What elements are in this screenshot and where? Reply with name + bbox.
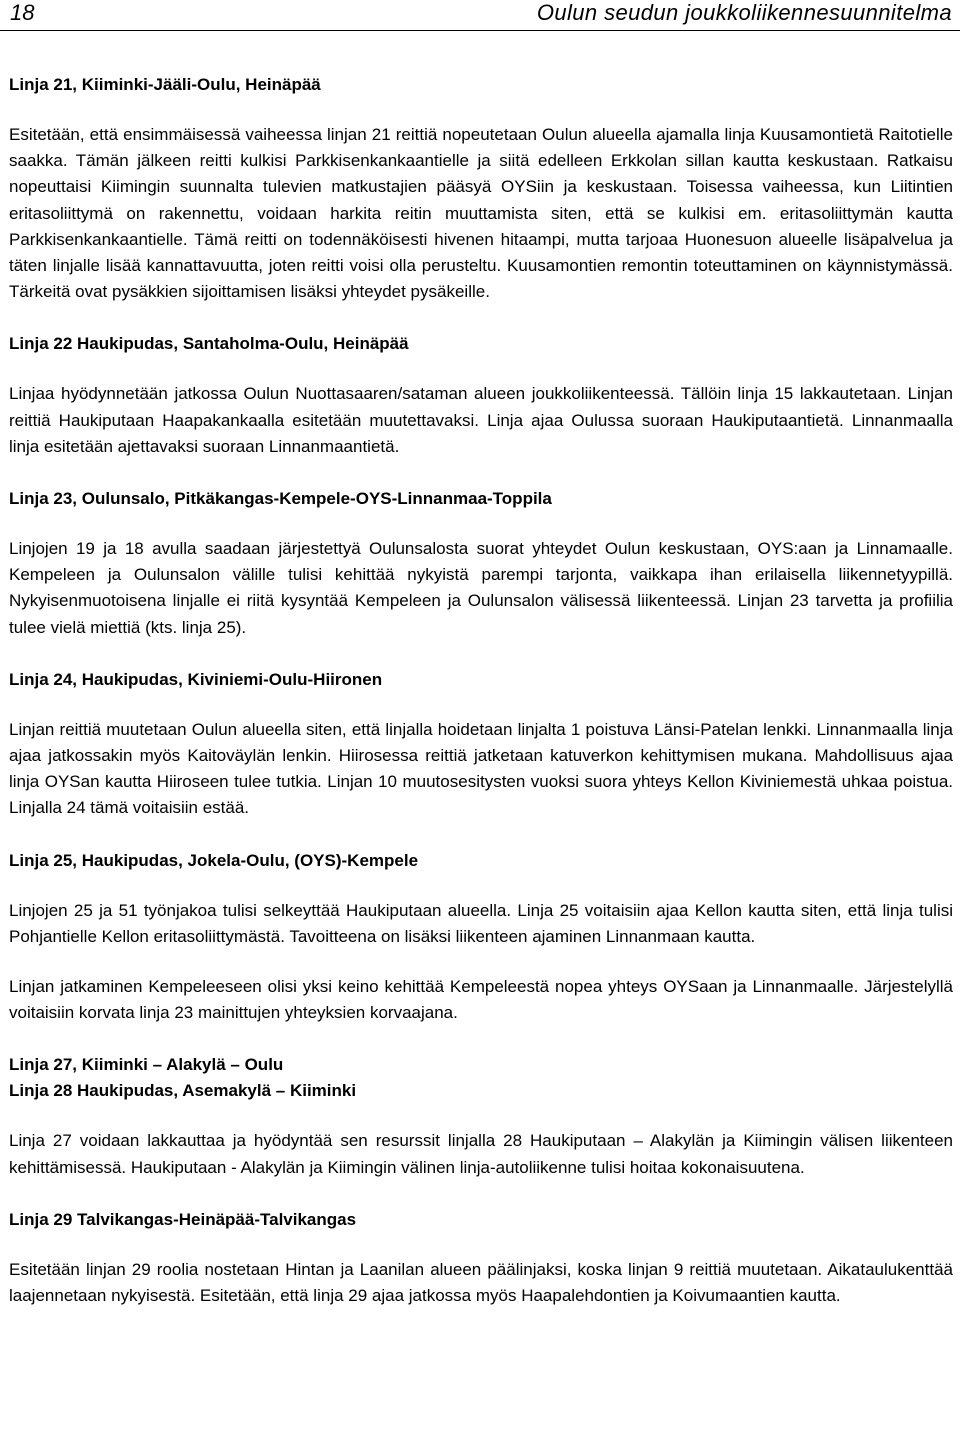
section-heading-linja-28: Linja 28 Haukipudas, Asemakylä – Kiiminki [9, 1081, 357, 1101]
section-paragraph: Linja 27 voidaan lakkauttaa ja hyödyntää sen resurssit linjalla 28 Haukiputaan – Alakylän ja Kiimingin välisen liikenteen kehittämisessä. Haukiputaan - Alakylän ja Kiimingin välinen linja-autoliikenne tulisi hoitaa kokonaisuutena. [9, 1131, 953, 1177]
section-paragraph: Linjojen 25 ja 51 työnjakoa tulisi selkeyttää Haukiputaan alueella. Linja 25 voitaisiin ajaa Kellon kautta siten, että linja tulisi Pohjantielle Kellon eritasoliittymästä. Tavoitteena on lisäksi liikenteen ajaminen Linnanmaan kautta. [9, 900, 953, 946]
section-paragraph: Linjaa hyödynnetään jatkossa Oulun Nuottasaaren/sataman alueen joukkoliikenteessä. Tällöin linja 15 lakkautetaan. Linjan reittiä Haukiputaan Haapakankaalla esitetään muutettavaksi. Linja ajaa Oulussa suoraan Haukiputaantietä. Linnanmaalla linja esitetään ajettavaksi suoraan Linnanmaantietä. [9, 384, 953, 456]
section-heading-linja-23: Linja 23, Oulunsalo, Pitkäkangas-Kempele-OYS-Linnanmaa-Toppila [9, 489, 552, 509]
document-body [9, 72, 953, 1309]
section-heading-linja-24: Linja 24, Haukipudas, Kiviniemi-Oulu-Hiironen [9, 669, 383, 689]
page-number: 18 [10, 0, 35, 25]
section-paragraph: Linjojen 19 ja 18 avulla saadaan järjestettyä Oulunsalosta suorat yhteydet Oulun keskustaan, OYS:aan ja Linnamaalle. Kempeleen ja Oulunsalon välille tulisi kehittää nykyistä parempi tarjonta, vaikkapa ihan erilaisella liikennetyypillä. Nykyisenmuotoisena linjalle ei riitä kysyntää Kempeleen ja Oulunsalon välisessä liikenteessä. Linjan 23 tarvetta ja profiilia tulee vielä miettiä (kts. linja 25). [9, 539, 953, 637]
section-paragraph: Linjan reittiä muutetaan Oulun alueella siten, että linjalla hoidetaan linjalta 1 poistuva Länsi-Patelan lenkki. Linnanmaalla linja ajaa jatkossakin myös Kaitoväylän lenkin. Hiirosessa reittiä jatketaan katuverkon kehittymisen mukana. Mahdollisuus ajaa linja OYSan kautta Hiiroseen tulee tutkia. Linjan 10 muutosesitysten vuoksi suora yhteys Kellon Kiviniemestä uhkaa poistua. Linjalla 24 tämä voitaisiin estää. [9, 719, 953, 818]
section-heading-linja-22: Linja 22 Haukipudas, Santaholma-Oulu, Heinäpää [9, 334, 409, 354]
section-heading-linja-29: Linja 29 Talvikangas-Heinäpää-Talvikangas [9, 1209, 357, 1229]
section-paragraph: Linjan jatkaminen Kempeleeseen olisi yksi keino kehittää Kempeleestä nopea yhteys OYSaan ja Linnanmaalle. Järjestelyllä voitaisiin korvata linja 23 mainittujen yhteyksien korvaajana. [9, 977, 953, 1023]
page-header [0, 0, 960, 31]
section-paragraph: Esitetään, että ensimmäisessä vaiheessa linjan 21 reittiä nopeutetaan Oulun alueella ajamalla linja Kuusamontietä Raitotielle saakka. Tämän jälkeen reitti kulkisi Parkkisenkankaantielle ja siitä edelleen Erkkolan sillan kautta keskustaan. Ratkaisu nopeuttaisi Kiimingin suunnalta tulevien matkustajien pääsyä OYSiin ja keskustaan. Toisessa vaiheessa, kun Liitintien eritasoliittymä on rakennettu, voidaan harkita reitin muuttamista siten, että se kulkisi em. eritasoliittymän kautta Parkkisenkankaantielle. Tämä reitti on todennäköisesti hivenen hitaampi, mutta tarjoaa Huonesuon alueelle lisäpalvelua ja täten linjalle lisää kannattavuutta, joten reitti voisi olla perusteltu. Kuusamontien remontin toteuttaminen on käynnistymässä. Tärkeitä ovat pysäkkien sijoittamisen lisäksi yhteydet pysäkeille. [9, 125, 953, 302]
section-heading-linja-21: Linja 21, Kiiminki-Jääli-Oulu, Heinäpää [9, 75, 321, 94]
section-heading-linja-25: Linja 25, Haukipudas, Jokela-Oulu, (OYS)-Kempele [9, 850, 419, 870]
section-heading-linja-27: Linja 27, Kiiminki – Alakylä – Oulu [9, 1055, 284, 1075]
section-paragraph: Esitetään linjan 29 roolia nostetaan Hintan ja Laanilan alueen päälinjaksi, koska linjan 9 reittiä muutetaan. Aikataulukenttää laajennetaan nykyisestä. Esitetään, että linja 29 ajaa jatkossa myös Haapalehdontien ja Koivumaantien kautta. [9, 1259, 953, 1306]
running-title: Oulun seudun joukkoliikennesuunnitelma [536, 0, 952, 25]
